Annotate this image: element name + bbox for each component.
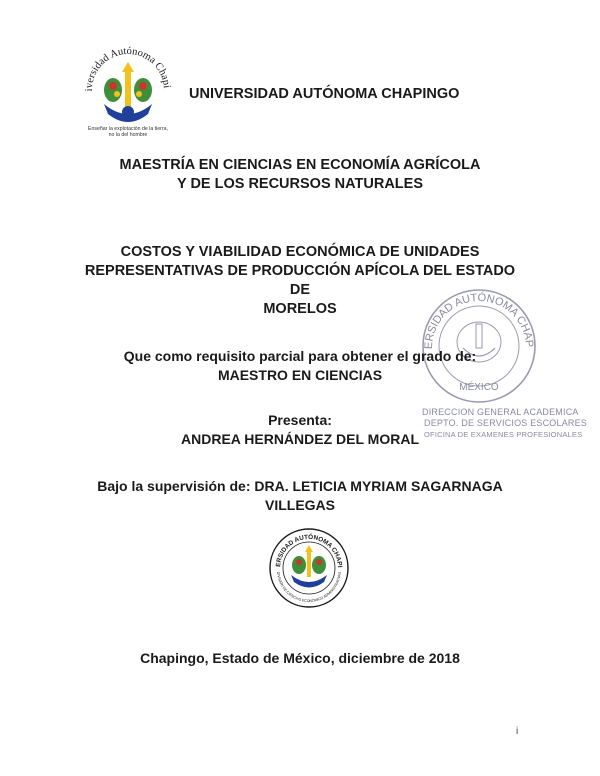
division-logo — [268, 527, 350, 609]
presenter-name: ANDREA HERNÁNDEZ DEL MORAL — [181, 431, 419, 447]
division-ring-text-bottom: DIVISIÓN DE CIENCIAS ECONÓMICO ADMINISTRATIVAS — [276, 571, 342, 604]
thesis-title-line-2: REPRESENTATIVAS DE PRODUCCIÓN APÍCOLA DEL ESTADO DE — [84, 263, 516, 298]
thesis-title-line-3: MORELOS — [263, 301, 337, 317]
logo-top-ring-text: iversidad Autónoma Chapi — [83, 45, 172, 92]
stamp-ring-text: ERSIDAD AUTÓNOMA CHAP — [422, 291, 536, 350]
presenter-label: Presenta: — [268, 412, 332, 428]
degree-name: MAESTRO EN CIENCIAS — [217, 367, 383, 383]
degree-requirement — [120, 347, 480, 385]
logo-motto-line-1: Enseñar la explotación de la tierra, — [88, 126, 168, 132]
svg-text:Universidad Autónoma Chapingo — [78, 38, 172, 91]
supervision-line-1: Bajo la supervisión de: DRA. LETICIA MYRIAM SAGARNAGA — [97, 478, 503, 494]
logo-motto — [78, 126, 178, 138]
division-seal-icon — [268, 527, 350, 609]
stamp-country: MÉXICO — [459, 382, 499, 393]
place-and-date: Chapingo, Estado de México, diciembre de 2018 — [140, 650, 460, 666]
program-line-1: MAESTRÍA EN CIENCIAS EN ECONOMÍA AGRÍCOLA — [119, 157, 481, 173]
supervision-line-2: VILLEGAS — [264, 497, 335, 513]
division-ring-text-top: ERSIDAD AUTÓNOMA CHAPI — [274, 533, 344, 568]
official-stamp — [418, 286, 540, 404]
stamp-line-3: OFICINA DE EXAMENES PROFESIONALES — [424, 430, 583, 439]
stamp-line-1: DIRECCION GENERAL ACADEMICA — [422, 407, 579, 417]
stamp-line-2: DEPTO. DE SERVICIOS ESCOLARES — [424, 418, 588, 428]
university-name: UNIVERSIDAD AUTÓNOMA CHAPINGO — [189, 86, 460, 102]
logo-motto-line-2: no la del hombre — [108, 132, 148, 138]
supervision — [90, 477, 510, 515]
university-logo-top — [78, 38, 178, 146]
stamp-seal-icon — [418, 286, 540, 404]
svg-text:UNIVERSIDAD AUTÓNOMA CHAPINGO — [418, 286, 535, 349]
requirement-line: Que como requisito parcial para obtener el grado de: — [123, 348, 477, 364]
program-name — [90, 156, 510, 194]
presenter — [150, 411, 450, 449]
program-line-2: Y DE LOS RECURSOS NATURALES — [177, 176, 423, 192]
thesis-title-line-1: COSTOS Y VIABILIDAD ECONÓMICA DE UNIDADES — [120, 244, 480, 260]
page-number: i — [516, 726, 519, 737]
